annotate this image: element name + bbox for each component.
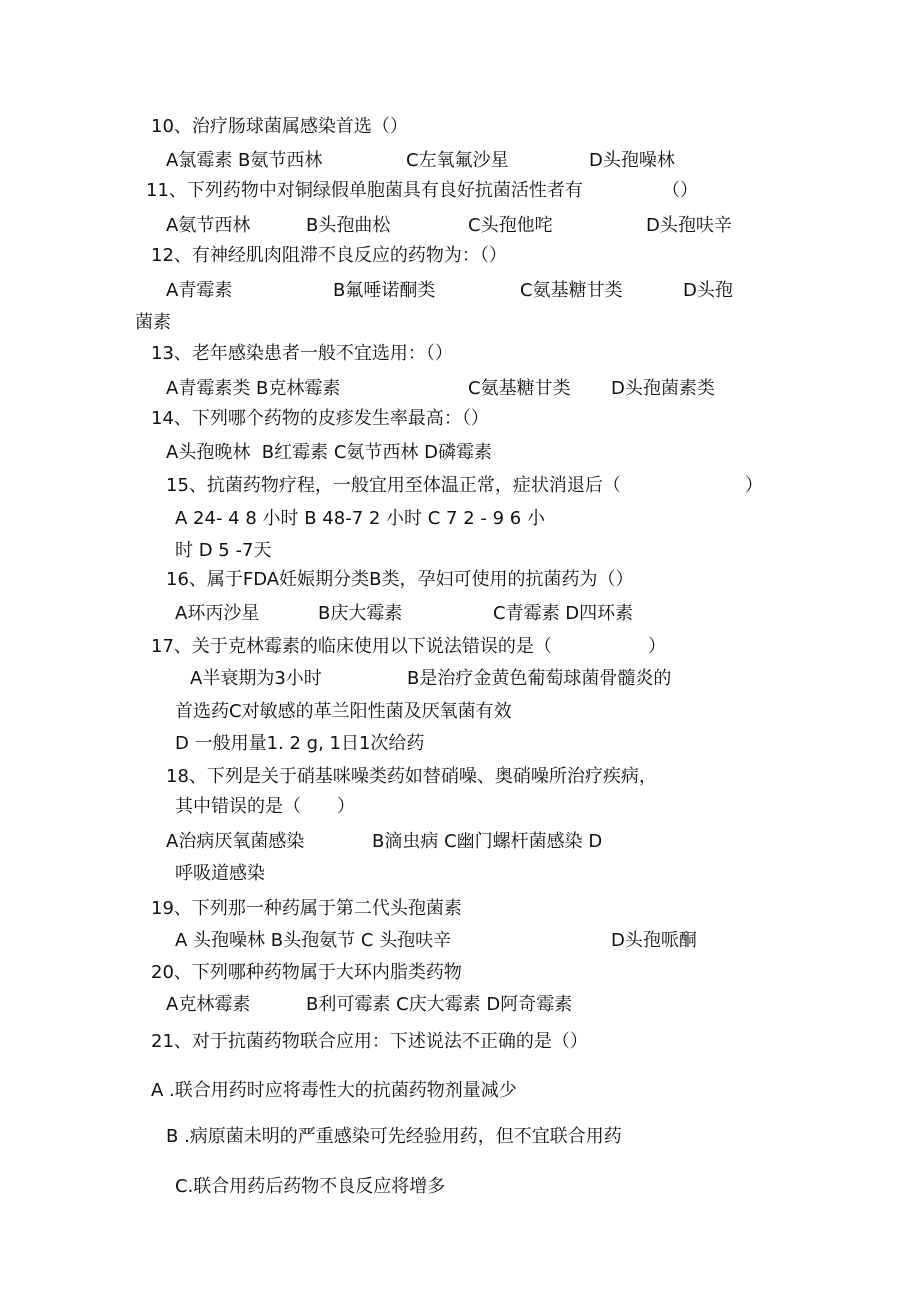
question-14-options: A头孢晚林 B红霉素 C氨节西林 D磷霉素 (166, 442, 492, 463)
question-16-option-b: B庆大霉素 (318, 603, 403, 624)
question-13-option-ab: A青霉素类 B克林霉素 (166, 378, 341, 399)
question-17-option-d: D 一般用量1. 2 g, 1日1次给药 (175, 733, 425, 754)
question-18-option-d-cont: 呼吸道感染 (175, 863, 265, 884)
question-17-close-paren: ） (648, 636, 666, 657)
question-10-option-ab: A氯霉素 B氨节西林 (166, 150, 323, 171)
question-15-stem: 15、抗菌药物疗程，一般宜用至体温正常，症状消退后（ (166, 475, 621, 496)
question-14-stem: 14、下列哪个药物的皮疹发生率最高：（） (151, 408, 489, 429)
question-11-stem: 11、下列药物中对铜绿假单胞菌具有良好抗菌活性者有 (146, 180, 583, 201)
question-12-stem: 12、有神经肌肉阻滞不良反应的药物为：（） (151, 245, 507, 266)
question-12-option-c: C氨基糖甘类 (520, 280, 623, 301)
question-17-stem: 17、关于克林霉素的临床使用以下说法错误的是（ (151, 636, 552, 657)
question-13-option-d: D头孢菌素类 (611, 378, 715, 399)
question-12-option-b: B氟唾诺酮类 (333, 280, 436, 301)
question-15-options: A 24- 4 8 小时 B 48-7 2 小时 C 7 2 - 9 6 小 (175, 508, 545, 529)
question-16-option-a: A环丙沙星 (175, 603, 260, 624)
question-15-options-cont: 时 D 5 -7天 (175, 540, 272, 561)
question-16-option-cd: C青霉素 D四环素 (493, 603, 634, 624)
question-21-stem: 21、对于抗菌药物联合应用：下述说法不正确的是（） (151, 1031, 588, 1052)
question-21-option-b: B .病原菌未明的严重感染可先经验用药，但不宜联合用药 (166, 1126, 622, 1147)
question-21-option-a: A .联合用药时应将毒性大的抗菌药物剂量减少 (151, 1080, 517, 1101)
question-16-stem: 16、属于FDA妊娠期分类B类，孕妇可使用的抗菌药为（） (166, 569, 634, 590)
question-12-option-d: D头孢 (683, 280, 733, 301)
question-18-stem-cont: 其中错误的是（ ） (175, 796, 355, 817)
question-21-option-c: C.联合用药后药物不良反应将增多 (175, 1176, 446, 1197)
question-17-option-bc-cont: 首选药C对敏感的革兰阳性菌及厌氧菌有效 (175, 701, 512, 722)
question-19-option-d: D头孢哌酮 (611, 930, 697, 951)
question-13-stem: 13、老年感染患者一般不宜选用：（） (151, 343, 453, 364)
question-10-option-d: D头孢噪林 (589, 150, 675, 171)
question-18-stem: 18、下列是关于硝基咪噪类药如替硝噪、奥硝噪所治疗疾病， (166, 766, 657, 787)
question-19-option-abc: A 头孢噪林 B头孢氨节 C 头孢呋辛 (175, 930, 452, 951)
question-15-close-paren: ） (745, 475, 763, 496)
question-11-option-c: C头孢他咤 (468, 215, 553, 236)
question-11-option-d: D头孢呋辛 (646, 215, 732, 236)
question-20-option-a: A克林霉素 (166, 994, 251, 1015)
question-18-option-a: A治病厌氧菌感染 (166, 831, 305, 852)
question-18-option-bcd: B滴虫病 C幽门螺杆菌感染 D (372, 831, 603, 852)
question-17-option-b: B是治疗金黄色葡萄球菌骨髓炎的 (407, 668, 672, 689)
question-12-option-d-cont: 菌素 (135, 312, 171, 333)
question-19-stem: 19、下列那一种药属于第二代头孢菌素 (151, 898, 462, 919)
question-12-option-a: A青霉素 (166, 280, 233, 301)
question-20-option-bcd: B利可霉素 C庆大霉素 D阿奇霉素 (306, 994, 573, 1015)
question-10-option-c: C左氧氟沙星 (406, 150, 509, 171)
question-11-paren: （） (662, 180, 698, 201)
question-13-option-c: C氨基糖甘类 (468, 378, 571, 399)
question-11-option-a: A氨节西林 (166, 215, 251, 236)
question-11-option-b: B头孢曲松 (306, 215, 391, 236)
question-10-stem: 10、治疗肠球菌属感染首选（） (151, 116, 408, 137)
question-17-option-a: A半衰期为3小时 (190, 668, 322, 689)
question-20-stem: 20、下列哪种药物属于大环内脂类药物 (151, 962, 462, 983)
